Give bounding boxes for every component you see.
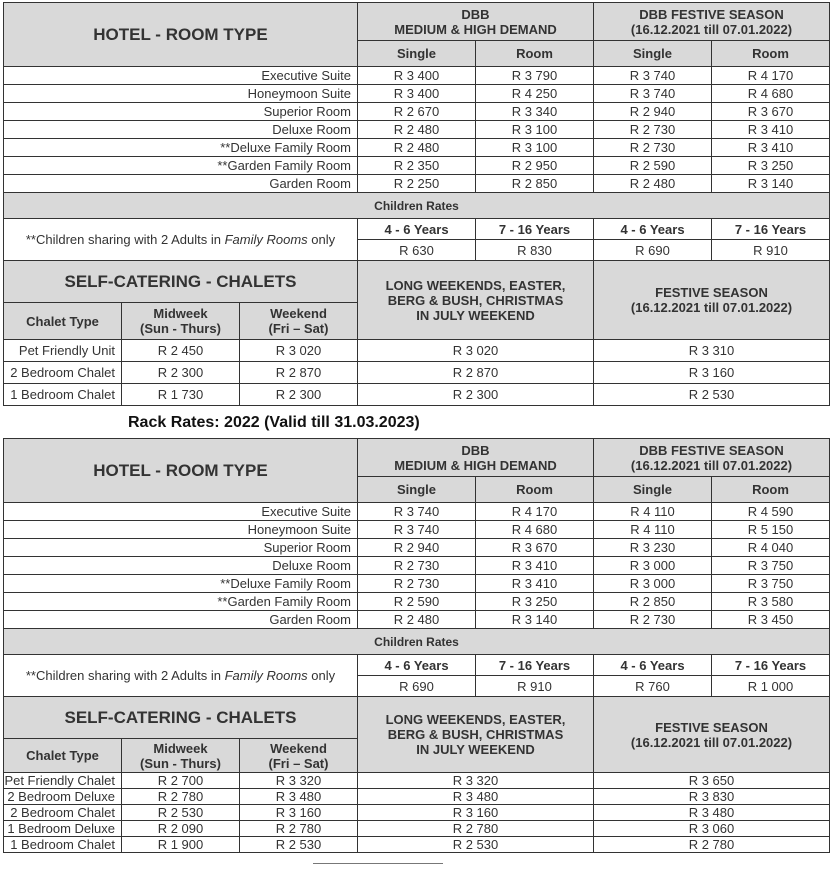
chalet-rate: R 2 300 <box>358 384 594 406</box>
room-rate: R 3 740 <box>358 503 476 521</box>
header-line: (Fri – Sat) <box>268 321 329 336</box>
header-line: FESTIVE SEASON <box>655 719 768 735</box>
room-row <box>4 85 830 103</box>
room-name: Executive Suite <box>4 67 358 85</box>
sub-header: Room <box>476 41 594 67</box>
room-rate: R 4 110 <box>594 503 712 521</box>
header-line: IN JULY WEEKEND <box>416 307 535 323</box>
hotel-room-type-header: HOTEL - ROOM TYPE <box>4 3 358 67</box>
header-line: Midweek <box>153 740 208 756</box>
age-header: 4 - 6 Years <box>594 655 712 676</box>
room-rate: R 4 590 <box>712 503 830 521</box>
header-line: DBB FESTIVE SEASON <box>639 442 784 458</box>
dbb-demand-header <box>358 3 594 41</box>
room-rate: R 2 730 <box>594 139 712 157</box>
chalet-rate: R 3 020 <box>240 340 358 362</box>
chalet-rate: R 2 530 <box>594 384 830 406</box>
age-header: 4 - 6 Years <box>358 655 476 676</box>
chalet-rate: R 2 450 <box>122 340 240 362</box>
chalet-row <box>4 805 830 821</box>
room-rate: R 3 000 <box>594 575 712 593</box>
room-rate: R 2 480 <box>358 139 476 157</box>
room-rate: R 3 750 <box>712 575 830 593</box>
room-row <box>4 67 830 85</box>
room-name: **Deluxe Family Room <box>4 139 358 157</box>
room-rate: R 4 110 <box>594 521 712 539</box>
chalet-rate: R 3 060 <box>594 821 830 837</box>
room-name: Executive Suite <box>4 503 358 521</box>
chalet-name: Pet Friendly Unit <box>4 340 122 362</box>
room-rate: R 2 730 <box>594 121 712 139</box>
dbb-festive-header <box>594 439 830 477</box>
room-name: Honeymoon Suite <box>4 85 358 103</box>
chalet-rate: R 2 870 <box>240 362 358 384</box>
header-line: (Fri – Sat) <box>268 755 329 771</box>
room-rate: R 3 100 <box>476 121 594 139</box>
midweek-header <box>122 739 240 773</box>
chalet-rate: R 3 160 <box>358 805 594 821</box>
sub-header: Room <box>712 477 830 503</box>
room-rate: R 2 730 <box>358 557 476 575</box>
hotel-room-type-header: HOTEL - ROOM TYPE <box>4 439 358 503</box>
chalet-rate: R 1 900 <box>122 837 240 853</box>
chalet-rate: R 2 090 <box>122 821 240 837</box>
child-rate: R 690 <box>594 240 712 261</box>
header-line: BERG & BUSH, CHRISTMAS <box>387 727 564 742</box>
room-name: Deluxe Room <box>4 121 358 139</box>
room-rate: R 3 410 <box>476 557 594 575</box>
divider <box>313 863 443 864</box>
room-rate: R 2 730 <box>594 611 712 629</box>
room-rate: R 5 150 <box>712 521 830 539</box>
age-header: 7 - 16 Years <box>476 219 594 240</box>
chalet-row <box>4 340 830 362</box>
room-rate: R 3 340 <box>476 103 594 121</box>
room-rate: R 4 680 <box>476 521 594 539</box>
room-rate: R 3 790 <box>476 67 594 85</box>
chalet-rate: R 1 730 <box>122 384 240 406</box>
room-rate: R 3 250 <box>712 157 830 175</box>
chalet-rate: R 3 650 <box>594 773 830 789</box>
sub-header: Single <box>594 41 712 67</box>
long-weekends-header <box>358 261 594 340</box>
header-line: Midweek <box>153 306 208 321</box>
note-text: only <box>307 668 336 683</box>
room-row <box>4 611 830 629</box>
room-name: Deluxe Room <box>4 557 358 575</box>
room-rate: R 2 940 <box>358 539 476 557</box>
room-rate: R 2 480 <box>358 121 476 139</box>
chalet-row <box>4 362 830 384</box>
age-header: 7 - 16 Years <box>476 655 594 676</box>
chalet-rate: R 3 480 <box>358 789 594 805</box>
children-rates-header: Children Rates <box>4 629 830 655</box>
room-row <box>4 575 830 593</box>
header-line: IN JULY WEEKEND <box>416 742 535 757</box>
header-line: (16.12.2021 till 07.01.2022) <box>630 457 793 473</box>
room-name: Honeymoon Suite <box>4 521 358 539</box>
chalet-rate: R 2 530 <box>240 837 358 853</box>
room-rate: R 3 410 <box>712 139 830 157</box>
room-row <box>4 139 830 157</box>
room-rate: R 3 450 <box>712 611 830 629</box>
chalet-rate: R 2 300 <box>122 362 240 384</box>
room-row <box>4 121 830 139</box>
room-row <box>4 503 830 521</box>
chalet-row <box>4 384 830 406</box>
room-rate: R 2 350 <box>358 157 476 175</box>
header-line: (16.12.2021 till 07.01.2022) <box>630 734 793 750</box>
chalet-name: 2 Bedroom Deluxe <box>4 789 122 805</box>
header-line: MEDIUM & HIGH DEMAND <box>394 21 557 37</box>
room-name: **Deluxe Family Room <box>4 575 358 593</box>
rates-table <box>3 2 830 406</box>
chalet-type-header: Chalet Type <box>4 303 122 340</box>
room-rate: R 4 170 <box>476 503 594 521</box>
self-catering-header: SELF-CATERING - CHALETS <box>4 261 358 303</box>
room-rate: R 2 590 <box>358 593 476 611</box>
header-line: (Sun - Thurs) <box>140 755 221 771</box>
room-rate: R 4 170 <box>712 67 830 85</box>
header-line: LONG WEEKENDS, EASTER, <box>385 277 566 293</box>
chalet-row <box>4 821 830 837</box>
room-name: **Garden Family Room <box>4 593 358 611</box>
room-rate: R 2 850 <box>476 175 594 193</box>
room-rate: R 2 480 <box>358 611 476 629</box>
sub-header: Single <box>594 477 712 503</box>
header-line: LONG WEEKENDS, EASTER, <box>385 712 566 727</box>
long-weekends-header <box>358 697 594 773</box>
room-rate: R 4 680 <box>712 85 830 103</box>
chalet-row <box>4 773 830 789</box>
room-row <box>4 521 830 539</box>
chalet-rate: R 2 700 <box>122 773 240 789</box>
chalet-rate: R 3 480 <box>240 789 358 805</box>
room-rate: R 2 730 <box>358 575 476 593</box>
room-rate: R 3 140 <box>712 175 830 193</box>
header-line: Weekend <box>270 740 327 756</box>
chalet-rate: R 2 780 <box>240 821 358 837</box>
children-rates-header: Children Rates <box>4 193 830 219</box>
room-name: Superior Room <box>4 539 358 557</box>
room-rate: R 4 040 <box>712 539 830 557</box>
room-name: Superior Room <box>4 103 358 121</box>
room-rate: R 3 750 <box>712 557 830 575</box>
chalet-rate: R 2 530 <box>122 805 240 821</box>
room-row <box>4 175 830 193</box>
room-rate: R 2 950 <box>476 157 594 175</box>
room-rate: R 4 250 <box>476 85 594 103</box>
header-line: (Sun - Thurs) <box>140 321 221 336</box>
room-row <box>4 103 830 121</box>
chalet-name: 1 Bedroom Chalet <box>4 384 122 406</box>
child-rate: R 690 <box>358 676 476 697</box>
self-catering-header: SELF-CATERING - CHALETS <box>4 697 358 739</box>
room-rate: R 3 740 <box>358 521 476 539</box>
room-rate: R 3 740 <box>594 85 712 103</box>
room-rate: R 3 410 <box>476 575 594 593</box>
room-rate: R 3 230 <box>594 539 712 557</box>
chalet-rate: R 3 310 <box>594 340 830 362</box>
room-rate: R 3 670 <box>476 539 594 557</box>
chalet-name: 2 Bedroom Chalet <box>4 362 122 384</box>
age-header: 7 - 16 Years <box>712 219 830 240</box>
room-row <box>4 539 830 557</box>
child-rate: R 1 000 <box>712 676 830 697</box>
note-text: **Children sharing with 2 Adults in <box>25 668 225 683</box>
room-rate: R 2 670 <box>358 103 476 121</box>
children-note <box>4 219 358 261</box>
child-rate: R 760 <box>594 676 712 697</box>
room-rate: R 2 850 <box>594 593 712 611</box>
chalet-rate: R 3 160 <box>594 362 830 384</box>
child-rate: R 830 <box>476 240 594 261</box>
sub-header: Single <box>358 41 476 67</box>
age-header: 4 - 6 Years <box>358 219 476 240</box>
room-row <box>4 157 830 175</box>
room-rate: R 3 670 <box>712 103 830 121</box>
header-line: (16.12.2021 till 07.01.2022) <box>630 21 793 37</box>
chalet-rate: R 3 160 <box>240 805 358 821</box>
chalet-name: 2 Bedroom Chalet <box>4 805 122 821</box>
room-rate: R 2 590 <box>594 157 712 175</box>
dbb-demand-header <box>358 439 594 477</box>
chalet-rate: R 3 020 <box>358 340 594 362</box>
chalet-rate: R 2 870 <box>358 362 594 384</box>
room-rate: R 3 410 <box>712 121 830 139</box>
room-rate: R 2 940 <box>594 103 712 121</box>
chalet-rate: R 2 300 <box>240 384 358 406</box>
rates-table <box>3 438 830 853</box>
header-line: DBB <box>461 442 490 458</box>
header-line: DBB FESTIVE SEASON <box>639 6 784 22</box>
festive-season-header <box>594 261 830 340</box>
chalet-rate: R 2 780 <box>594 837 830 853</box>
header-line: Weekend <box>270 306 327 321</box>
header-line: BERG & BUSH, CHRISTMAS <box>387 292 564 308</box>
children-note <box>4 655 358 697</box>
weekend-header <box>240 739 358 773</box>
dbb-festive-header <box>594 3 830 41</box>
child-rate: R 910 <box>712 240 830 261</box>
room-rate: R 3 740 <box>594 67 712 85</box>
chalet-row <box>4 837 830 853</box>
chalet-rate: R 2 780 <box>122 789 240 805</box>
chalet-rate: R 3 320 <box>240 773 358 789</box>
room-name: Garden Room <box>4 175 358 193</box>
room-name: **Garden Family Room <box>4 157 358 175</box>
room-row <box>4 557 830 575</box>
chalet-name: 1 Bedroom Deluxe <box>4 821 122 837</box>
weekend-header <box>240 303 358 340</box>
note-text: **Children sharing with 2 Adults in <box>25 232 225 247</box>
room-rate: R 3 400 <box>358 67 476 85</box>
room-rate: R 3 100 <box>476 139 594 157</box>
chalet-rate: R 2 530 <box>358 837 594 853</box>
chalet-name: Pet Friendly Chalet <box>4 773 122 789</box>
note-text: only <box>307 232 336 247</box>
note-italic: Family Rooms <box>224 232 308 247</box>
header-line: MEDIUM & HIGH DEMAND <box>394 457 557 473</box>
chalet-rate: R 2 780 <box>358 821 594 837</box>
room-name: Garden Room <box>4 611 358 629</box>
room-rate: R 3 000 <box>594 557 712 575</box>
midweek-header <box>122 303 240 340</box>
festive-season-header <box>594 697 830 773</box>
room-rate: R 3 140 <box>476 611 594 629</box>
room-rate: R 2 250 <box>358 175 476 193</box>
chalet-rate: R 3 830 <box>594 789 830 805</box>
sub-header: Room <box>712 41 830 67</box>
age-header: 7 - 16 Years <box>712 655 830 676</box>
chalet-name: 1 Bedroom Chalet <box>4 837 122 853</box>
chalet-type-header: Chalet Type <box>4 739 122 773</box>
room-rate: R 3 580 <box>712 593 830 611</box>
child-rate: R 630 <box>358 240 476 261</box>
section-title: Rack Rates: 2022 (Valid till 31.03.2023) <box>128 414 420 431</box>
sub-header: Room <box>476 477 594 503</box>
room-rate: R 3 250 <box>476 593 594 611</box>
header-line: DBB <box>461 6 490 22</box>
header-line: FESTIVE SEASON <box>655 285 768 300</box>
room-rate: R 3 400 <box>358 85 476 103</box>
room-rate: R 2 480 <box>594 175 712 193</box>
header-line: (16.12.2021 till 07.01.2022) <box>630 300 793 315</box>
age-header: 4 - 6 Years <box>594 219 712 240</box>
sub-header: Single <box>358 477 476 503</box>
chalet-row <box>4 789 830 805</box>
room-row <box>4 593 830 611</box>
chalet-rate: R 3 480 <box>594 805 830 821</box>
child-rate: R 910 <box>476 676 594 697</box>
chalet-rate: R 3 320 <box>358 773 594 789</box>
note-italic: Family Rooms <box>224 668 308 683</box>
